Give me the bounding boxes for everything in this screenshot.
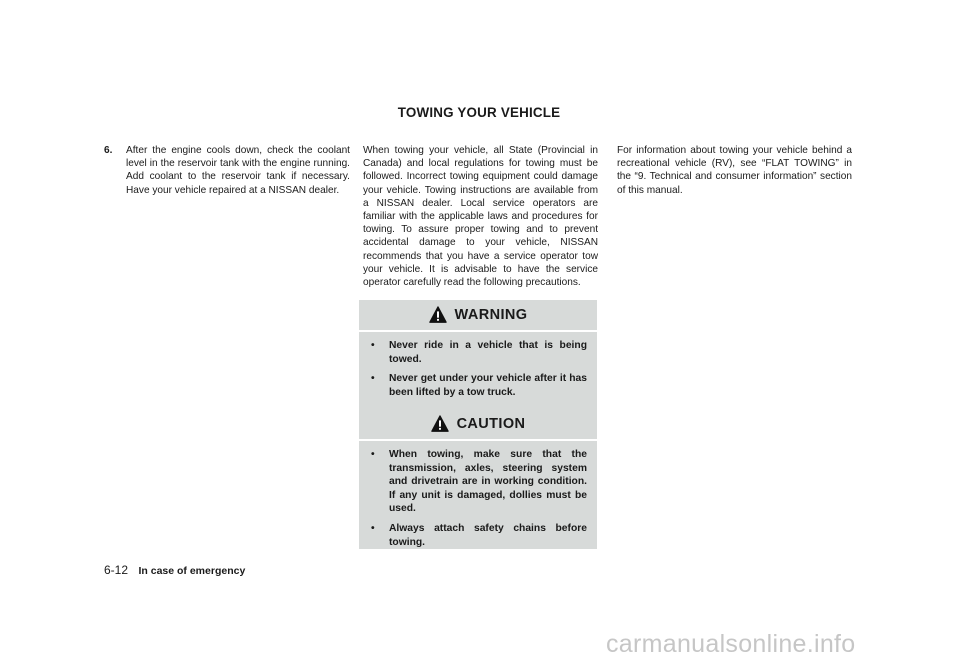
footer-section-name: In case of emergency	[138, 565, 246, 577]
flat-towing-reference: For information about towing your vehicle behind a recreational vehicle (RV), see “FLAT TOWING” in the “9. Technical and consumer information” section of this manual.	[617, 145, 852, 196]
middle-column	[363, 144, 598, 289]
caution-header	[359, 409, 597, 441]
warning-item	[371, 339, 587, 366]
caution-box	[359, 409, 597, 549]
hazard-triangle-icon	[429, 306, 447, 324]
bullet: •	[371, 373, 375, 385]
caution-item-text: Always attach safety chains before towing.	[389, 522, 587, 548]
step-text: After the engine cools down, check the coolant level in the reservoir tank with the engine running. Add coolant to the reservoir tank if necessary. Have your vehicle repaired at a NISSAN dealer.	[126, 145, 350, 196]
step-number: 6.	[104, 145, 113, 156]
page-number: 6-12	[104, 563, 129, 577]
bullet: •	[371, 522, 375, 534]
warning-item-text: Never ride in a vehicle that is being towed.	[389, 340, 587, 365]
watermark: carmanualsonline.info	[606, 630, 856, 658]
section-title: TOWING YOUR VEHICLE	[397, 105, 561, 120]
left-column	[104, 144, 350, 197]
bullet: •	[371, 449, 375, 460]
warning-header	[359, 300, 597, 332]
bullet: •	[371, 340, 375, 351]
warning-item	[371, 372, 587, 399]
caution-item-text: When towing, make sure that the transmission, axles, steering system and drivetrain are in working condition. If any unit is damaged, dollies must be used.	[389, 449, 587, 515]
caution-item	[371, 522, 587, 549]
caution-list	[359, 441, 597, 549]
procedure-step	[104, 144, 350, 197]
warning-label: WARNING	[454, 307, 528, 323]
caution-item	[371, 448, 587, 516]
caution-label: CAUTION	[456, 416, 526, 432]
warning-box	[359, 300, 597, 409]
warning-item-text: Never get under your vehicle after it has been lifted by a tow truck.	[389, 373, 587, 398]
right-column	[617, 144, 852, 197]
page-footer	[104, 561, 245, 579]
warning-list	[359, 332, 597, 399]
towing-intro-paragraph: When towing your vehicle, all State (Provincial in Canada) and local regulations for towing must be followed. Incorrect towing equipment could damage your vehicle. Towing instructions are available from a NISSAN dealer. Local service operators are familiar with the applicable laws and procedures for towing. To assure proper towing and to prevent accidental damage to your vehicle, NISSAN recommends that you have a service operator tow your vehicle. It is advisable to have the service operator carefully read the following precautions.	[363, 145, 598, 289]
hazard-triangle-icon	[431, 415, 449, 433]
